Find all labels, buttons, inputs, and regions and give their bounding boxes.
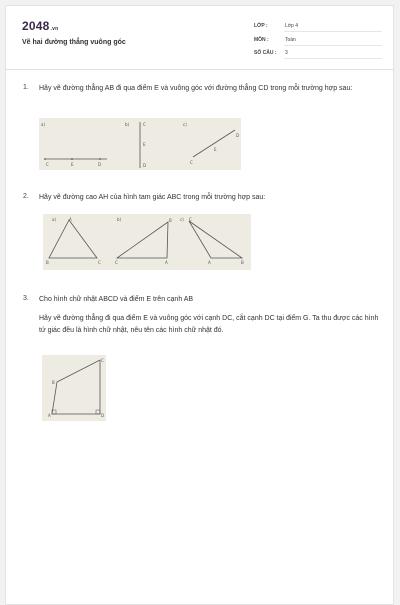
meta-value-class: Lớp 4 [285, 23, 299, 29]
label-c-2c: C [189, 217, 192, 222]
question-1-figure [39, 118, 241, 170]
label-e-1a: E [71, 162, 74, 167]
triangle-2a [49, 220, 97, 258]
meta-divider [284, 45, 382, 46]
label-c-1b: C [143, 122, 146, 127]
figure-2b-label: b) [117, 217, 122, 222]
label-c-2b: C [115, 260, 118, 265]
figure-1a-label: a) [41, 122, 46, 127]
line-cd-1c [193, 130, 235, 157]
question-2-figure [43, 214, 251, 270]
worksheet-page [5, 5, 394, 605]
figure-1b-label: b) [125, 122, 130, 127]
worksheet-title: Vẽ hai đường thẳng vuông góc [22, 39, 126, 46]
header-divider [6, 69, 393, 70]
label-c-3: C [101, 358, 104, 363]
quadrilateral-abcd [52, 360, 100, 414]
label-d-3: D [101, 413, 105, 418]
label-a-3: A [48, 413, 51, 418]
logo-main: 2048 [22, 19, 50, 33]
label-a-2a: A [69, 217, 72, 222]
question-2-text: Hãy vẽ đường cao AH của hình tam giác ABC trong mỗi trường hợp sau: [39, 194, 266, 201]
label-b-2c: B [241, 260, 244, 265]
meta-value-subject: Toán [285, 37, 296, 43]
question-3-text: Cho hình chữ nhật ABCD và điểm E trên cạnh AB [39, 296, 194, 303]
point-c-1a [44, 158, 46, 160]
label-b-2b: B [169, 218, 172, 223]
figure-2c-label: c) [180, 217, 184, 222]
meta-label-class: LỚP : [254, 23, 268, 29]
meta-divider [284, 31, 382, 32]
question-1-number: 1. [23, 84, 29, 91]
label-a-2b: A [165, 260, 168, 265]
meta-label-subject: MÔN : [254, 37, 269, 43]
meta-divider [284, 58, 382, 59]
label-a-2c: A [208, 260, 211, 265]
label-c-1a: C [46, 162, 49, 167]
logo-suffix: .vn [50, 26, 59, 32]
figure-1c-label: c) [183, 122, 187, 127]
right-angle-mark-d [96, 410, 100, 414]
label-d-1c: D [236, 133, 240, 138]
meta-value-count: 3 [285, 50, 288, 56]
triangle-2b [117, 222, 168, 258]
label-c-1c: C [190, 160, 193, 165]
question-3-figure [42, 355, 106, 421]
question-3-number: 3. [23, 295, 29, 302]
question-1-text: Hãy vẽ đường thẳng AB đi qua điểm E và vuông góc với đường thẳng CD trong mỗi trường hợp sau: [39, 85, 353, 92]
question-2-number: 2. [23, 193, 29, 200]
figure-2a-label: a) [52, 217, 57, 222]
label-b-2a: B [46, 260, 49, 265]
question-3-subtext: Hãy vẽ đường thẳng đi qua điểm E và vuông góc với cạnh DC, cắt cạnh DC tại điểm G. Ta thu được các hình tứ giác đều là hình chữ nhật, nêu tên các hình chữ nhật đó. [39, 315, 379, 334]
label-d-1a: D [98, 162, 102, 167]
label-d-1b: D [143, 163, 147, 168]
triangle-2c [189, 221, 242, 258]
site-logo[interactable] [22, 19, 58, 33]
point-d-1a [99, 158, 101, 160]
label-b-3: B [52, 380, 55, 385]
label-e-1c: E [214, 147, 217, 152]
label-c-2a: C [98, 260, 101, 265]
meta-label-count: SỐ CÂU : [254, 50, 277, 56]
label-e-1b: E [143, 142, 146, 147]
point-e-1a [71, 158, 73, 160]
